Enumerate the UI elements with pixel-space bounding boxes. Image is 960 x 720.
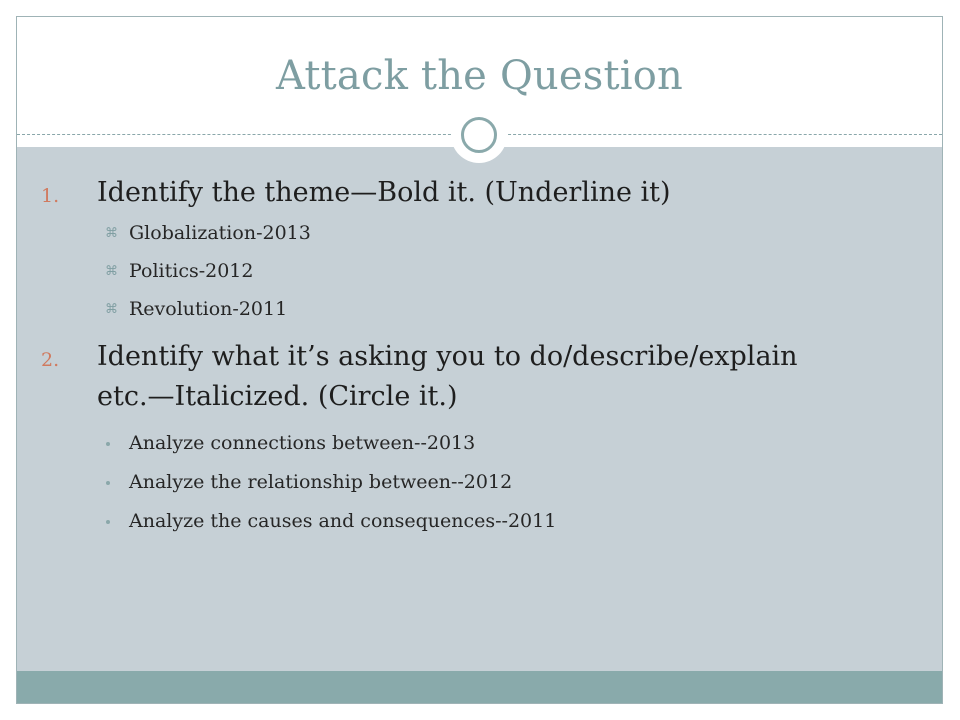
x-mark-icon: ⌘: [105, 264, 118, 279]
item-2-sub-1: Analyze connections between--2013: [129, 432, 476, 454]
item-2-number: 2.: [41, 349, 60, 371]
dot-icon: [106, 442, 110, 446]
item-1-text: Identify the theme—Bold it. (Underline it): [97, 177, 671, 208]
item-2-text-line-1: Identify what it’s asking you to do/describe/explain: [97, 341, 798, 372]
dot-icon: [106, 520, 110, 524]
item-2-sub-3: Analyze the causes and consequences--2011: [129, 510, 557, 532]
x-mark-icon: ⌘: [105, 226, 118, 241]
x-mark-icon: ⌘: [105, 302, 118, 317]
slide: [16, 16, 943, 704]
item-1-sub-2: Politics-2012: [129, 260, 254, 282]
item-1-sub-3: Revolution-2011: [129, 298, 288, 320]
item-2-sub-2: Analyze the relationship between--2012: [129, 471, 513, 493]
slide-title: Attack the Question: [275, 53, 684, 99]
item-2-text-line-2: etc.—Italicized. (Circle it.): [97, 381, 458, 412]
dot-icon: [106, 481, 110, 485]
item-1-sub-1: Globalization-2013: [129, 222, 311, 244]
circle-ornament-inner: [461, 117, 497, 153]
footer-bar: [17, 671, 942, 704]
item-1-number: 1.: [41, 185, 60, 207]
